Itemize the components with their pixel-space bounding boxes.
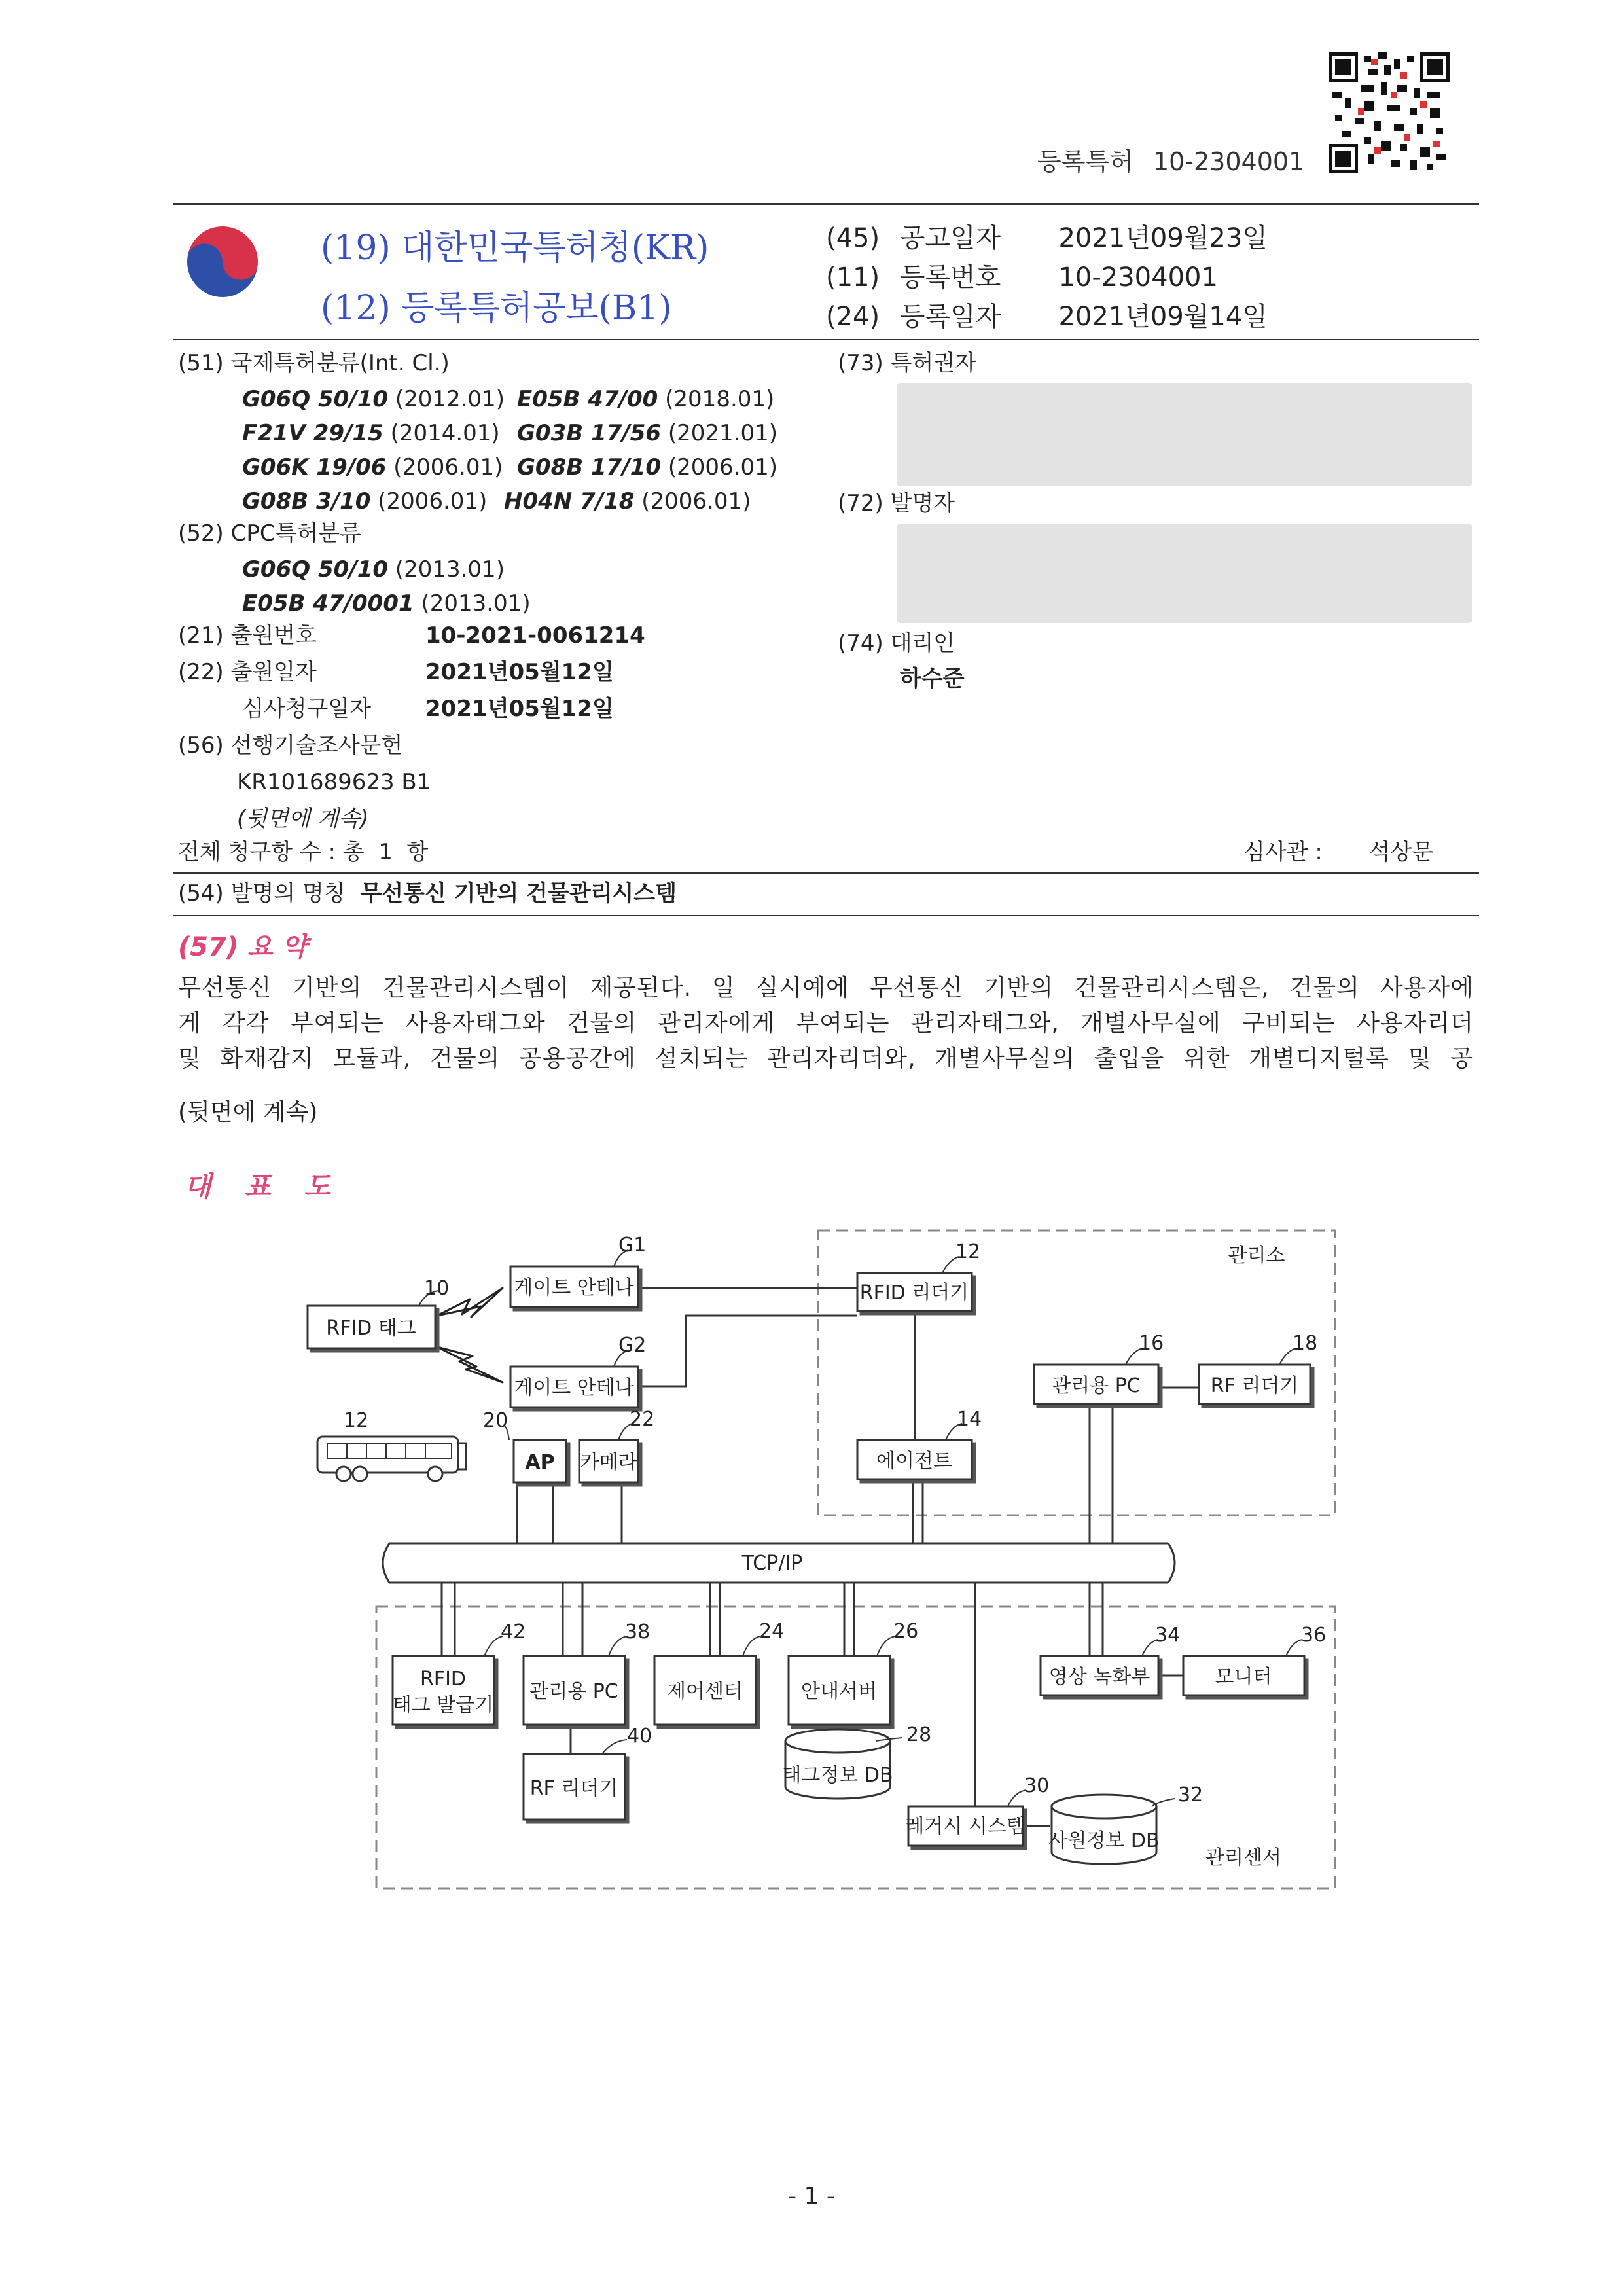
continued-note: (뒷면에 계속) (237, 806, 369, 832)
ref-10: 10 (424, 1277, 450, 1300)
ref-12-bus: 12 (344, 1409, 369, 1432)
gate-antenna-2-label: 게이트 안테나 (514, 1376, 634, 1399)
meta-row: (11) 등록번호 10-2304001 (826, 262, 1218, 293)
admin-pc-label: 관리용 PC (1052, 1374, 1141, 1397)
rfid-issuer-label-2: 태그 발급기 (392, 1694, 494, 1717)
ref-34: 34 (1155, 1624, 1181, 1647)
wireless-bolt-icon (437, 1347, 503, 1382)
center-area-label: 관리센서 (1205, 1846, 1281, 1869)
control-center-label: 제어센터 (667, 1680, 743, 1703)
meta-row: (45) 공고일자 2021년09월23일 (826, 223, 1268, 253)
examiner: 심사관 : 석상문 (1243, 839, 1434, 865)
bus-end (1168, 1543, 1175, 1583)
admin-pc2-label: 관리용 PC (529, 1680, 618, 1703)
prior-art-doc: KR101689623 B1 (237, 769, 431, 795)
abstract-line: 게 각각 부여되는 사용자태그와 건물의 관리자에게 부여되는 관리자태그와, 개별사무실에 구비되는 사용자리더 (178, 1010, 1474, 1037)
ipc-row: G06Q 50/10 (2012.01) (242, 386, 505, 412)
tag-db-label: 태그정보 DB (782, 1764, 893, 1787)
bus-end (383, 1543, 389, 1583)
abstract-line: 및 화재감지 모듈과, 건물의 공용공간에 설치되는 관리자리더와, 개별사무실의 출입을 위한 개별디지털록 및 공 (178, 1045, 1474, 1072)
rfid-tag-label: RFID 태그 (326, 1317, 416, 1340)
ap-label: AP (525, 1451, 555, 1474)
app-date-value: 2021년05월12일 (425, 659, 614, 685)
office-line: (19) 대한민국특허청(KR) (321, 228, 709, 268)
ref-26: 26 (893, 1620, 919, 1643)
tcpip-label: TCP/IP (741, 1552, 803, 1575)
ref-16: 16 (1139, 1332, 1164, 1355)
registration-label: 등록특허 (1037, 147, 1133, 176)
monitor-label: 모니터 (1215, 1666, 1272, 1689)
ref-24: 24 (759, 1620, 785, 1643)
guide-server-label: 안내서버 (801, 1680, 877, 1703)
wire (959, 1583, 975, 1826)
page-number: - 1 - (788, 2183, 835, 2210)
prior-art-label: (56) 선행기술조사문헌 (178, 732, 403, 759)
ref-38: 38 (625, 1621, 651, 1643)
ref-30: 30 (1024, 1774, 1050, 1797)
ipc-row: H04N 7/18 (2006.01) (504, 488, 751, 514)
ref-18: 18 (1293, 1332, 1318, 1355)
pub-type-line: (12) 등록특허공보(B1) (321, 289, 672, 328)
ipc-row: F21V 29/15 (2014.01) (242, 420, 500, 446)
inventor-label: (72) 발명자 (838, 490, 955, 516)
figure-heading: 대 표 도 (185, 1170, 342, 1202)
app-no-value: 10-2021-0061214 (425, 622, 645, 649)
ipc-row: G08B 17/10 (2006.01) (517, 454, 777, 480)
cpc-label: (52) CPC특허분류 (178, 520, 361, 547)
ipc-row: G08B 3/10 (2006.01) (242, 488, 488, 514)
exam-label: 심사청구일자 (242, 696, 372, 722)
abstract-line: 무선통신 기반의 건물관리시스템이 제공된다. 일 실시예에 무선통신 기반의 건물관리시스템은, 건물의 사용자에 (178, 975, 1474, 1001)
ref-g1: G1 (618, 1234, 647, 1257)
rf-reader2-label: RF 리더기 (529, 1777, 618, 1800)
total-claims: 전체 청구항 수 : 총 1 항 (178, 839, 429, 865)
ref-32: 32 (1178, 1784, 1204, 1806)
employee-db-label: 사원정보 DB (1048, 1829, 1160, 1852)
meta-row: (24) 등록일자 2021년09월14일 (826, 302, 1268, 332)
office-area-label: 관리소 (1228, 1244, 1285, 1267)
camera-label: 카메라 (580, 1451, 637, 1474)
ref-12-reader: 12 (955, 1240, 981, 1263)
abstract-continued: (뒷면에 계속) (178, 1099, 318, 1126)
cpc-row: E05B 47/0001 (2013.01) (242, 590, 531, 617)
patentee-label: (73) 특허권자 (838, 350, 976, 376)
video-recorder-label: 영상 녹화부 (1048, 1666, 1150, 1689)
abstract-heading: (57) 요 약 (178, 932, 308, 962)
agent-label: (74) 대리인 (838, 630, 955, 656)
wire (638, 1316, 857, 1386)
rfid-issuer-label-1: RFID (419, 1668, 467, 1691)
ref-g2: G2 (618, 1334, 647, 1357)
legacy-system-label: 레거시 시스템 (905, 1815, 1026, 1838)
gate-antenna-1-label: 게이트 안테나 (514, 1276, 634, 1299)
exam-date-value: 2021년05월12일 (425, 696, 614, 722)
agent-label: 에이전트 (876, 1450, 952, 1473)
ref-40: 40 (627, 1725, 652, 1748)
app-date-label: (22) 출원일자 (178, 659, 317, 685)
ref-22: 22 (630, 1408, 655, 1431)
ipc-label: (51) 국제특허분류(Int. Cl.) (178, 350, 450, 376)
invention-title: (54) 발명의 명칭 무선통신 기반의 건물관리시스템 (178, 880, 677, 906)
ref-36: 36 (1301, 1624, 1327, 1647)
registration-value: 10-2304001 (1152, 147, 1305, 176)
ref-42: 42 (501, 1621, 526, 1643)
app-no-label: (21) 출원번호 (178, 622, 317, 649)
rfid-reader-label: RFID 리더기 (859, 1282, 969, 1304)
ref-20: 20 (483, 1409, 508, 1432)
bus-icon (317, 1437, 466, 1481)
ipc-row: E05B 47/00 (2018.01) (517, 386, 775, 412)
ipc-row: G03B 17/56 (2021.01) (517, 420, 777, 446)
ref-28: 28 (906, 1723, 932, 1746)
ref-14: 14 (957, 1408, 982, 1431)
ipc-row: G06K 19/06 (2006.01) (242, 454, 503, 480)
rf-reader-label: RF 리더기 (1210, 1374, 1299, 1397)
cpc-row: G06Q 50/10 (2013.01) (242, 556, 505, 583)
agent-name: 하수준 (900, 666, 965, 692)
